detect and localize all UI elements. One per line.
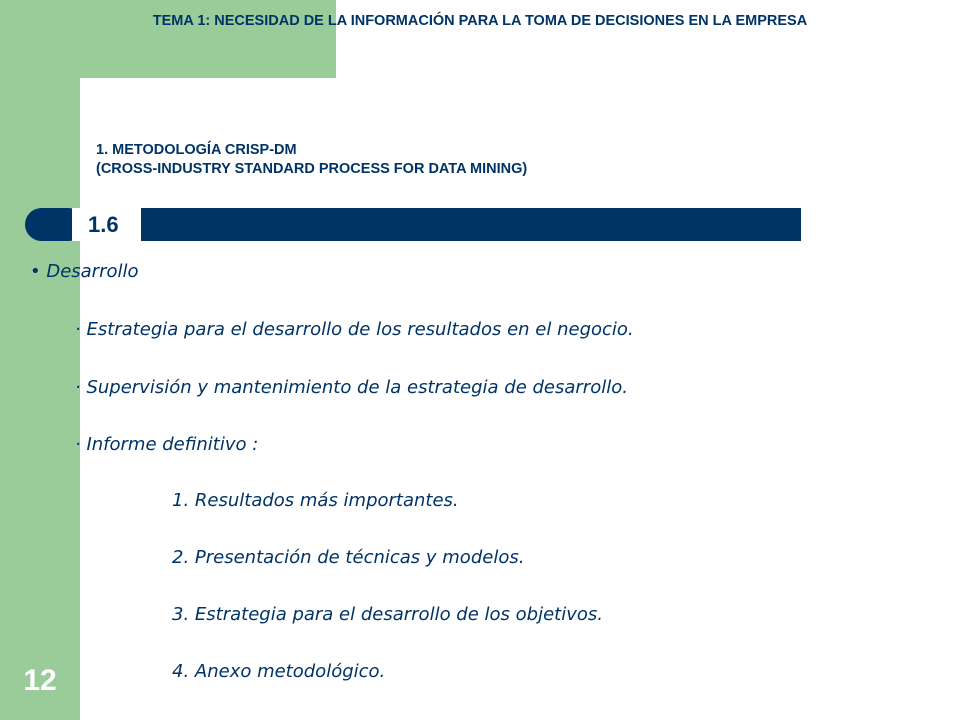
section-heading [96, 141, 527, 179]
section-bar [141, 208, 801, 241]
left-green-band [0, 0, 80, 720]
section-number: 1.6 [88, 212, 119, 237]
sub-list-item: 1. Resultados más importantes. [172, 490, 459, 511]
sub-list-item: 2. Presentación de técnicas y modelos. [172, 547, 525, 568]
page-number: 12 [23, 664, 57, 697]
list-item: · Informe definitivo : [75, 434, 259, 455]
bullet-desarrollo: • Desarrollo [30, 261, 139, 282]
top-green-band [0, 0, 336, 78]
header-title: TEMA 1: NECESIDAD DE LA INFORMACIÓN PARA LA TOMA DE DECISIONES EN LA EMPRESA [152, 13, 808, 29]
sub-list-item: 3. Estrategia para el desarrollo de los objetivos. [172, 604, 603, 625]
section-heading-line1: 1. METODOLOGÍA CRISP-DM [96, 142, 297, 158]
list-item: · Estrategia para el desarrollo de los resultados en el negocio. [75, 319, 634, 340]
sub-list-item: 4. Anexo metodológico. [172, 661, 386, 682]
list-item: · Supervisión y mantenimiento de la estrategia de desarrollo. [75, 377, 628, 398]
section-heading-line2: (CROSS-INDUSTRY STANDARD PROCESS FOR DATA MINING) [96, 161, 528, 177]
